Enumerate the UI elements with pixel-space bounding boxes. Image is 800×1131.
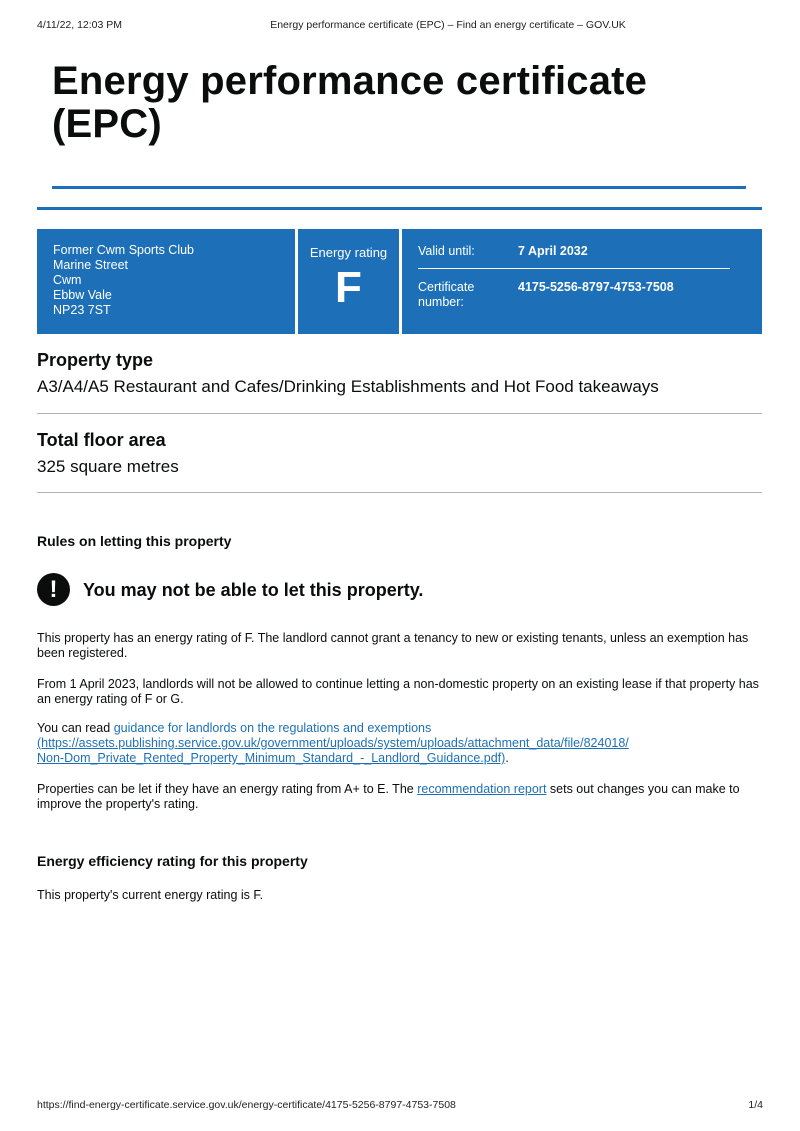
certificate-number-value: 4175-5256-8797-4753-7508 xyxy=(518,280,674,294)
floor-area-value: 325 square metres xyxy=(37,457,179,476)
valid-until-value: 7 April 2032 xyxy=(518,244,588,258)
recommendation-prefix: Properties can be let if they have an energy rating from A+ to E. The xyxy=(37,782,418,796)
print-url: https://find-energy-certificate.service.gov.uk/energy-certificate/4175-5256-8797-4753-7508 xyxy=(37,1099,456,1111)
recommendation-suffix: sets out changes you can make to improve the property's rating. xyxy=(37,782,740,811)
property-type-value: A3/A4/A5 Restaurant and Cafes/Drinking Establishments and Hot Food takeaways xyxy=(37,377,659,396)
recommendation-report-link[interactable]: recommendation report xyxy=(417,782,547,796)
certificate-separator xyxy=(418,268,730,269)
energy-rating-label: Energy rating xyxy=(309,245,388,260)
efficiency-heading: Energy efficiency rating for this property xyxy=(37,853,308,869)
letting-paragraph-3 xyxy=(37,721,637,766)
letting-paragraph-2: From 1 April 2023, landlords will not be allowed to continue letting a non-domestic property on an existing lease if that property has an energy rating of F or G. xyxy=(37,677,759,706)
print-date: 4/11/22, 12:03 PM xyxy=(37,19,123,31)
letting-paragraph-1: This property has an energy rating of F. The landlord cannot grant a tenancy to new or existing tenants, unless an exemption has been registered. xyxy=(37,631,749,660)
letting-paragraph-4 xyxy=(37,782,762,812)
print-header xyxy=(37,19,763,33)
print-page-title: Energy performance certificate (EPC) – Find an energy certificate – GOV.UK xyxy=(270,19,626,31)
floor-area-heading: Total floor area xyxy=(37,430,166,450)
address-line: Marine Street xyxy=(53,258,129,272)
letting-rules-heading: Rules on letting this property xyxy=(37,533,232,549)
guidance-link[interactable]: guidance for landlords on the regulations and exemptions xyxy=(113,721,432,735)
address-line: Ebbw Vale xyxy=(53,288,112,302)
section-divider xyxy=(37,207,762,210)
letting-warning: You may not be able to let this property. xyxy=(83,580,424,600)
address-line: Former Cwm Sports Club xyxy=(53,243,194,257)
title-underline xyxy=(52,186,746,189)
property-address xyxy=(53,243,194,318)
valid-until-label: Valid until: xyxy=(418,244,475,258)
guidance-url-link[interactable]: (https://assets.publishing.service.gov.uk/government/uploads/system/uploads/attachment_data/file/824018/Non-Dom_Private_Rented_Property_Minimum_Standard_-_Landlord_Guidance.pdf) xyxy=(37,736,629,765)
guidance-prefix: You can read xyxy=(37,721,114,735)
banner-divider xyxy=(399,229,402,334)
certificate-number-label: Certificate number: xyxy=(418,280,475,309)
epc-summary-banner xyxy=(37,229,762,334)
page-title: Energy performance certificate (EPC) xyxy=(52,59,648,146)
divider xyxy=(37,413,762,414)
guidance-suffix: . xyxy=(505,751,509,765)
address-line: Cwm xyxy=(53,273,82,287)
warning-icon: ! xyxy=(37,573,70,606)
divider xyxy=(37,492,762,493)
page-number: 1/4 xyxy=(748,1099,763,1111)
efficiency-text: This property's current energy rating is F. xyxy=(37,888,264,902)
energy-rating-value: F xyxy=(335,263,362,312)
property-type-heading: Property type xyxy=(37,350,154,370)
address-line: NP23 7ST xyxy=(53,303,111,317)
